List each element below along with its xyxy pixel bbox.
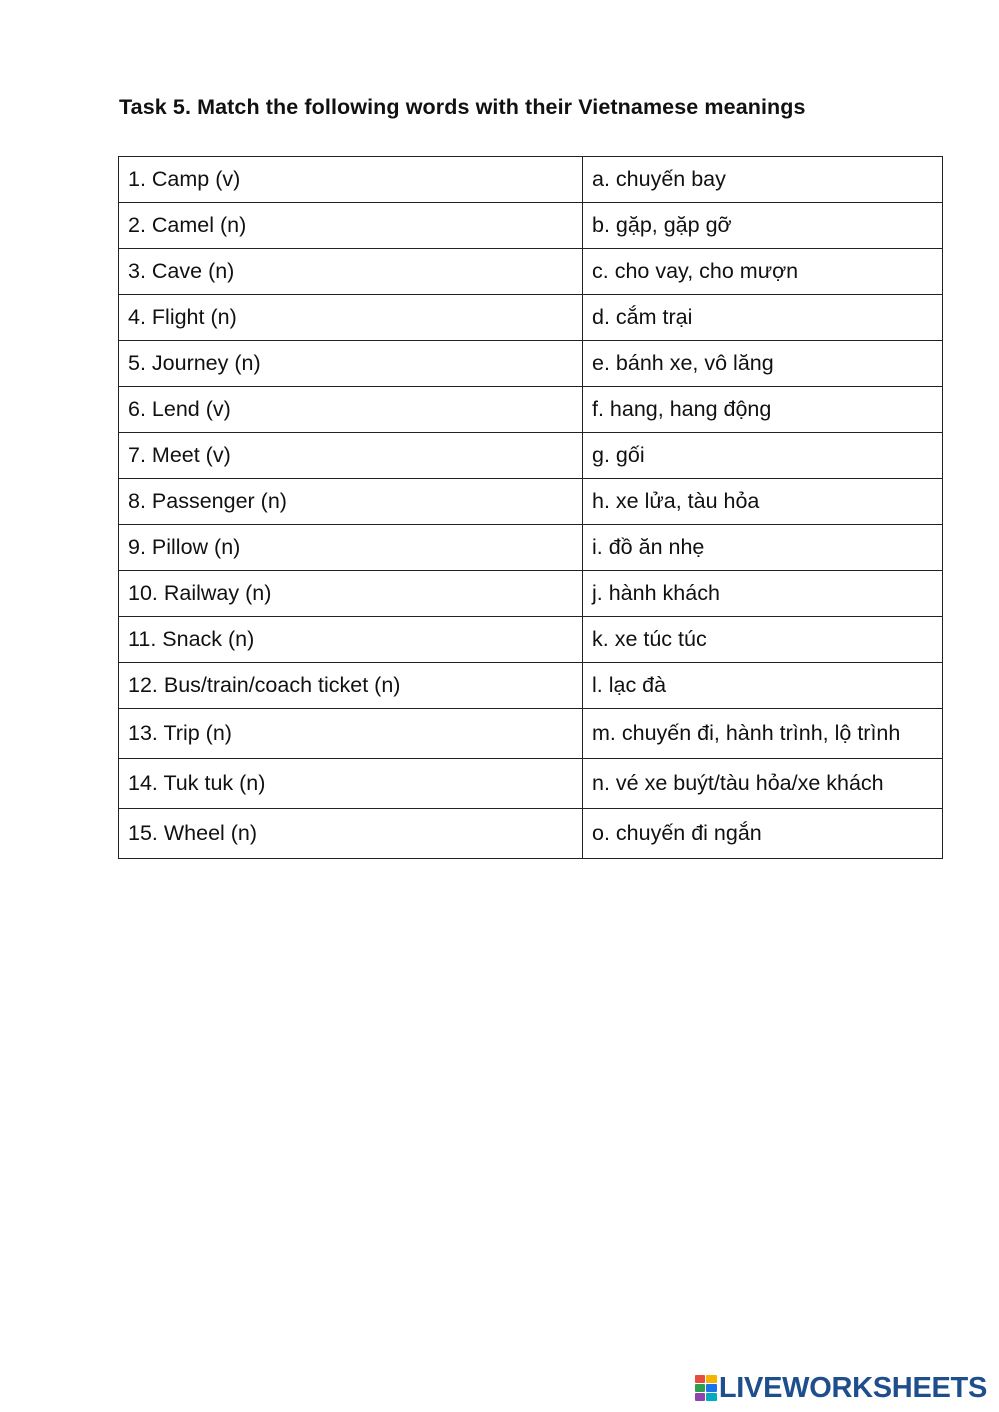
table-row [119, 387, 943, 433]
word-cell: 7. Meet (v) [119, 433, 583, 479]
table-row [119, 203, 943, 249]
table-row [119, 617, 943, 663]
logo-square [695, 1393, 706, 1401]
table-row [119, 249, 943, 295]
meaning-cell: b. gặp, gặp gỡ [583, 203, 943, 249]
meaning-cell: o. chuyến đi ngắn [583, 809, 943, 859]
word-cell: 12. Bus/train/coach ticket (n) [119, 663, 583, 709]
liveworksheets-logo-icon [695, 1375, 717, 1401]
table-row [119, 525, 943, 571]
meaning-cell: a. chuyến bay [583, 157, 943, 203]
logo-square [695, 1384, 706, 1392]
meaning-cell: f. hang, hang động [583, 387, 943, 433]
meaning-cell: d. cắm trại [583, 295, 943, 341]
word-cell: 5. Journey (n) [119, 341, 583, 387]
meaning-cell: j. hành khách [583, 571, 943, 617]
table-row [119, 809, 943, 859]
meaning-cell: e. bánh xe, vô lăng [583, 341, 943, 387]
table-row [119, 295, 943, 341]
meaning-cell: m. chuyến đi, hành trình, lộ trình [583, 709, 943, 759]
word-cell: 15. Wheel (n) [119, 809, 583, 859]
word-cell: 14. Tuk tuk (n) [119, 759, 583, 809]
table-row [119, 709, 943, 759]
brand-text: LIVEWORKSHEETS [718, 1371, 987, 1404]
word-cell: 2. Camel (n) [119, 203, 583, 249]
table-row [119, 157, 943, 203]
logo-square [695, 1375, 706, 1383]
word-cell: 4. Flight (n) [119, 295, 583, 341]
word-cell: 11. Snack (n) [119, 617, 583, 663]
word-cell: 6. Lend (v) [119, 387, 583, 433]
logo-square [706, 1393, 717, 1401]
liveworksheets-brand [695, 1372, 987, 1404]
task-title: Task 5. Match the following words with their Vietnamese meanings [119, 95, 806, 119]
word-cell: 8. Passenger (n) [119, 479, 583, 525]
logo-square [706, 1375, 717, 1383]
word-cell: 3. Cave (n) [119, 249, 583, 295]
word-cell: 1. Camp (v) [119, 157, 583, 203]
logo-square [706, 1384, 717, 1392]
word-cell: 10. Railway (n) [119, 571, 583, 617]
table-row [119, 479, 943, 525]
table-row [119, 759, 943, 809]
matching-table [118, 156, 943, 859]
table-row [119, 341, 943, 387]
meaning-cell: g. gối [583, 433, 943, 479]
table-row [119, 663, 943, 709]
table-row [119, 571, 943, 617]
meaning-cell: h. xe lửa, tàu hỏa [583, 479, 943, 525]
meaning-cell: c. cho vay, cho mượn [583, 249, 943, 295]
meaning-cell: l. lạc đà [583, 663, 943, 709]
table-row [119, 433, 943, 479]
meaning-cell: n. vé xe buýt/tàu hỏa/xe khách [583, 759, 943, 809]
word-cell: 13. Trip (n) [119, 709, 583, 759]
meaning-cell: i. đồ ăn nhẹ [583, 525, 943, 571]
meaning-cell: k. xe túc túc [583, 617, 943, 663]
word-cell: 9. Pillow (n) [119, 525, 583, 571]
